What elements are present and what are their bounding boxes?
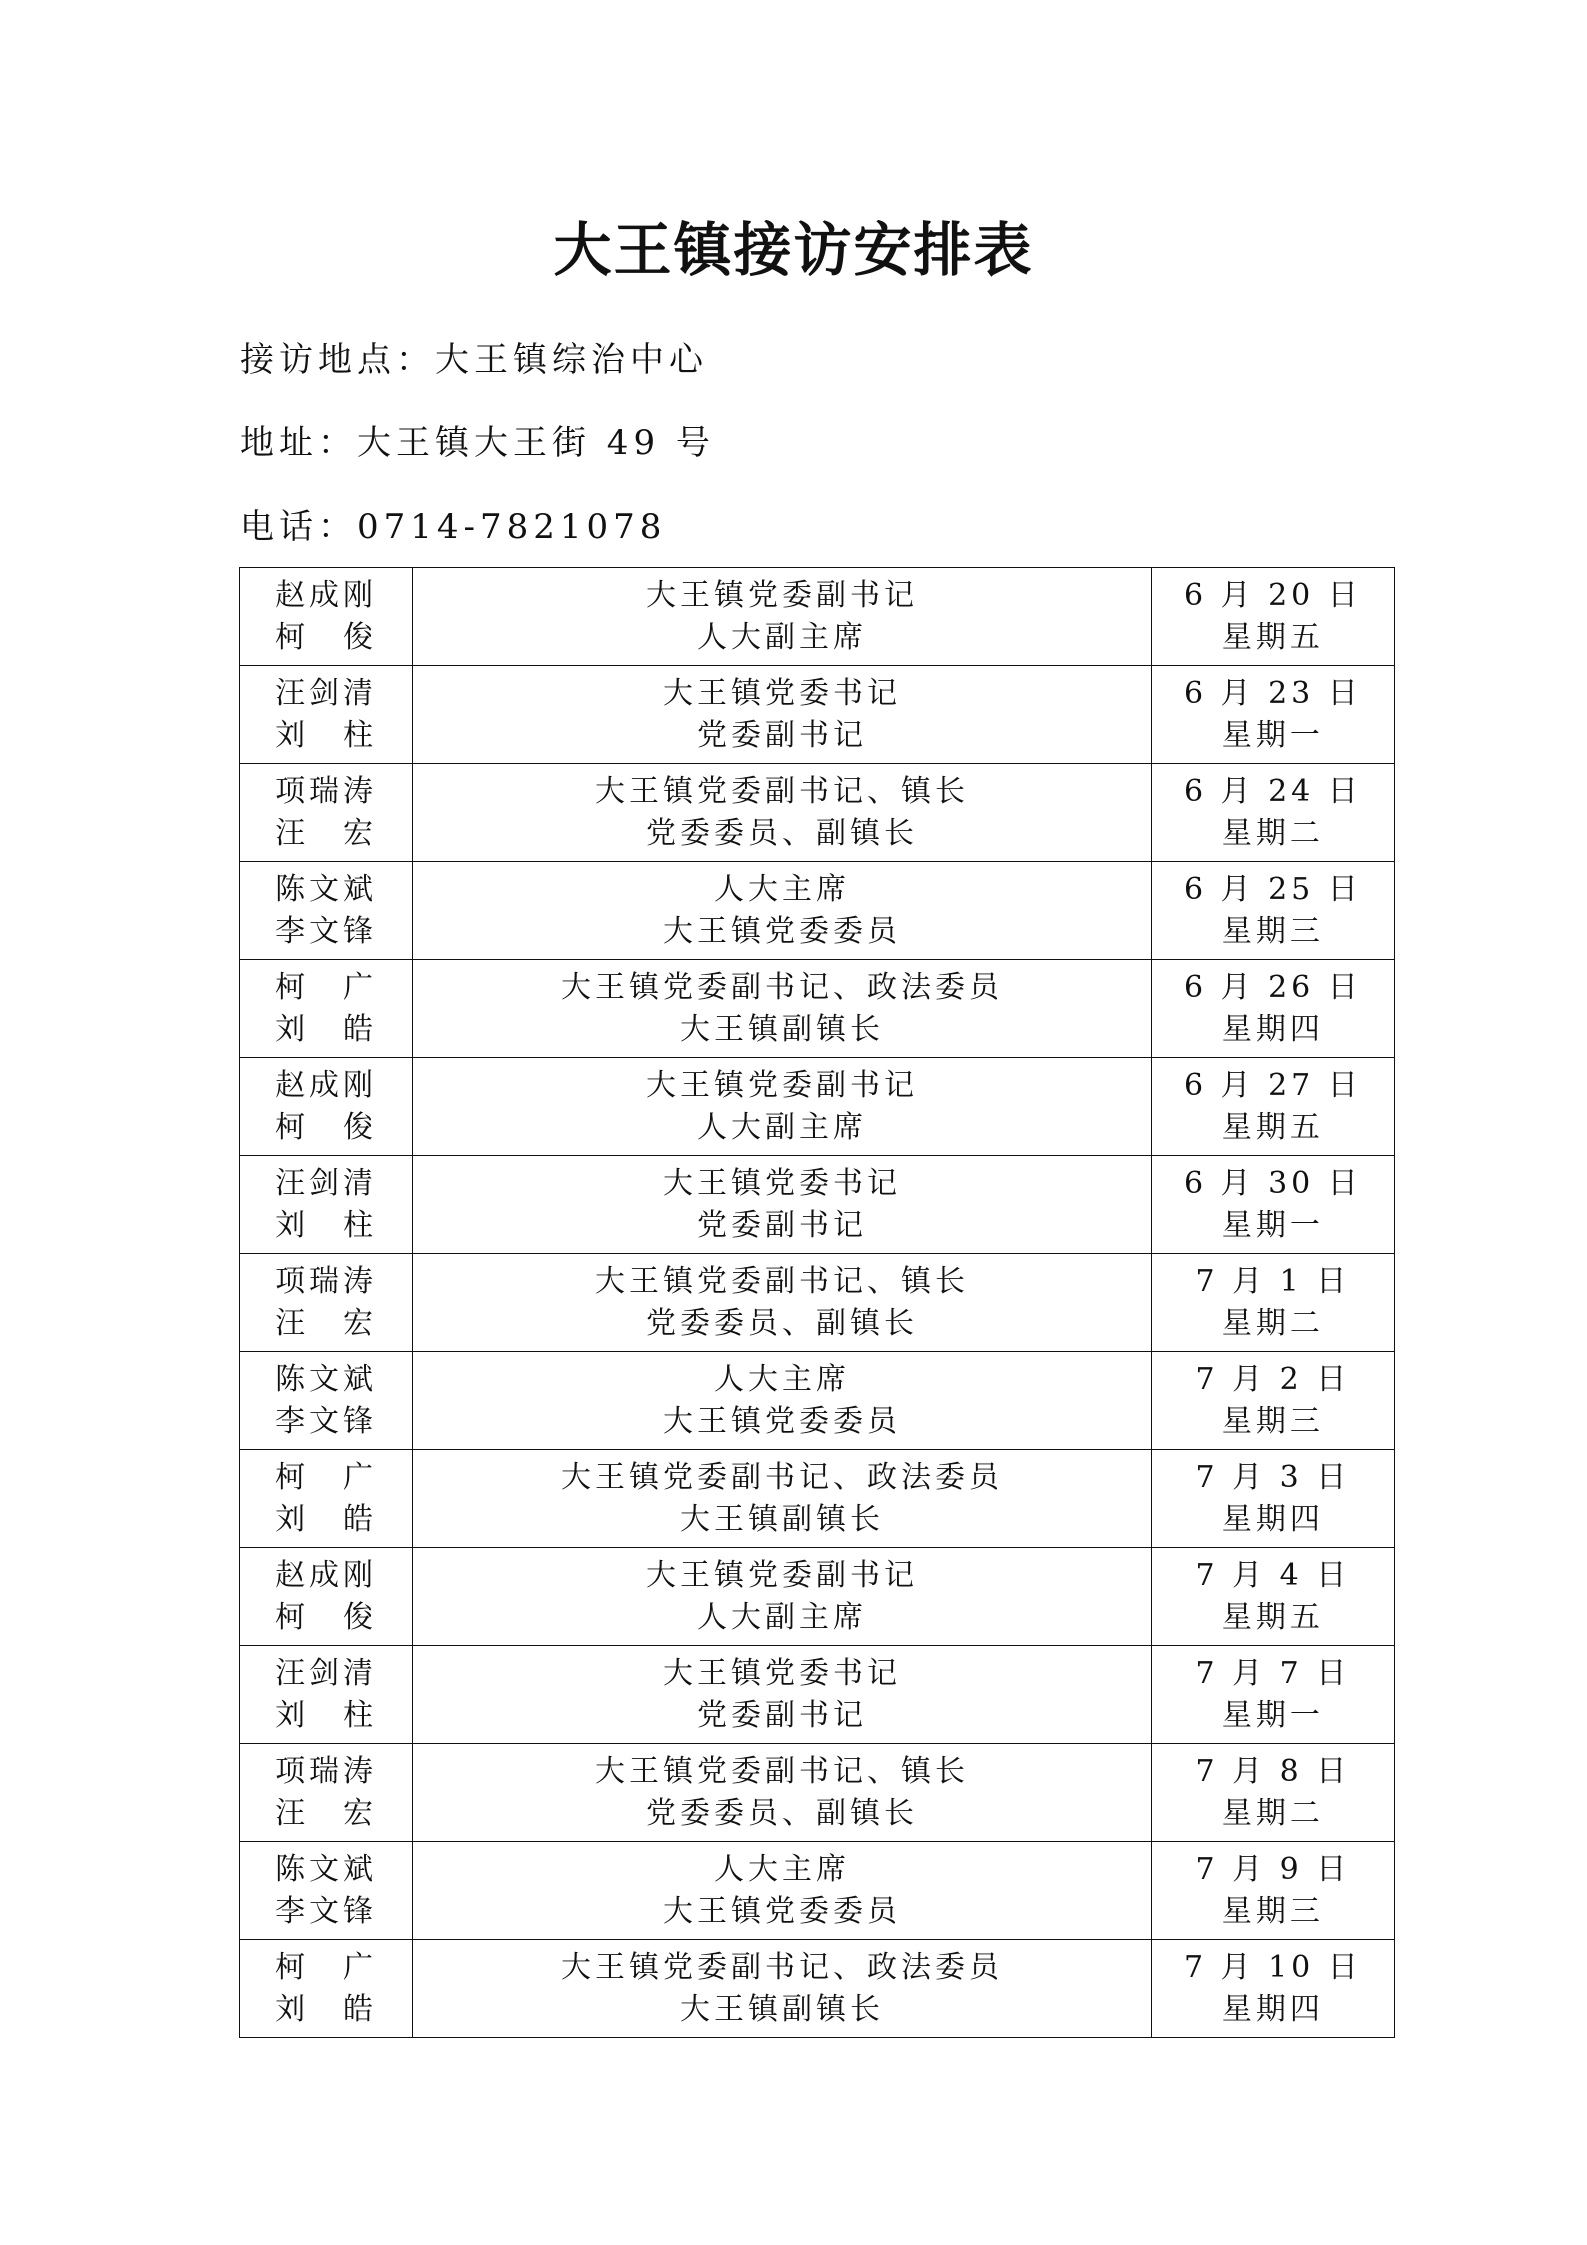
official-position: 党委委员、副镇长 [645, 1305, 918, 1341]
visit-date: 7 月 3 日 [1195, 1459, 1351, 1495]
visit-weekday: 星期五 [1221, 1599, 1324, 1635]
table-row [240, 1548, 1395, 1646]
official-position: 大王镇党委委员 [662, 1893, 901, 1929]
officials-cell [240, 1450, 413, 1548]
official-name: 汪剑清 [275, 1165, 378, 1201]
table-row [240, 862, 1395, 960]
date-cell [1151, 764, 1394, 862]
table-row [240, 1058, 1395, 1156]
officials-cell [240, 1842, 413, 1940]
official-name: 柯 广 [275, 1459, 378, 1495]
official-name: 刘 柱 [275, 1697, 378, 1733]
address: 地址：大王镇大王街 49 号 [240, 423, 715, 463]
date-cell [1151, 1940, 1394, 2038]
official-position: 大王镇党委副书记、镇长 [594, 1263, 969, 1299]
date-cell [1151, 862, 1394, 960]
official-name: 李文锋 [275, 1893, 378, 1929]
date-cell [1151, 1156, 1394, 1254]
date-cell [1151, 1646, 1394, 1744]
official-name: 刘 柱 [275, 717, 378, 753]
date-cell [1151, 1548, 1394, 1646]
official-position: 人大主席 [713, 1361, 850, 1397]
visit-date: 7 月 9 日 [1195, 1851, 1351, 1887]
official-name: 赵成刚 [275, 577, 378, 613]
positions-cell [413, 1548, 1152, 1646]
visit-date: 6 月 25 日 [1183, 871, 1362, 907]
date-cell [1151, 568, 1394, 666]
visit-weekday: 星期一 [1221, 1207, 1324, 1243]
visit-weekday: 星期二 [1221, 1795, 1324, 1831]
positions-cell [413, 1744, 1152, 1842]
official-name: 汪剑清 [275, 675, 378, 711]
officials-cell [240, 666, 413, 764]
official-position: 大王镇党委委员 [662, 1403, 901, 1439]
positions-cell [413, 1058, 1152, 1156]
official-position: 大王镇副镇长 [679, 1501, 884, 1537]
visit-date: 7 月 10 日 [1183, 1949, 1362, 1985]
official-name: 柯 俊 [275, 1599, 378, 1635]
officials-cell [240, 1156, 413, 1254]
official-position: 党委副书记 [696, 1207, 867, 1243]
positions-cell [413, 666, 1152, 764]
table-row [240, 1744, 1395, 1842]
official-position: 人大副主席 [696, 619, 867, 655]
official-position: 大王镇副镇长 [679, 1991, 884, 2027]
positions-cell [413, 1450, 1152, 1548]
official-name: 刘 皓 [275, 1011, 378, 1047]
visit-date: 6 月 23 日 [1183, 675, 1362, 711]
official-position: 大王镇党委书记 [662, 1165, 901, 1201]
official-position: 大王镇党委副书记、镇长 [594, 1753, 969, 1789]
visit-weekday: 星期五 [1221, 619, 1324, 655]
official-position: 人大主席 [713, 871, 850, 907]
visit-location: 接访地点：大王镇综治中心 [240, 340, 708, 380]
table-row [240, 764, 1395, 862]
official-name: 刘 皓 [275, 1501, 378, 1537]
date-cell [1151, 666, 1394, 764]
visit-weekday: 星期三 [1221, 1403, 1324, 1439]
officials-cell [240, 1352, 413, 1450]
page-title: 大王镇接访安排表 [553, 216, 1034, 284]
table-row [240, 1842, 1395, 1940]
date-cell [1151, 1352, 1394, 1450]
table-row [240, 1254, 1395, 1352]
official-position: 大王镇副镇长 [679, 1011, 884, 1047]
visit-weekday: 星期三 [1221, 913, 1324, 949]
visit-weekday: 星期四 [1221, 1011, 1324, 1047]
official-name: 陈文斌 [275, 871, 378, 907]
officials-cell [240, 1744, 413, 1842]
visit-weekday: 星期一 [1221, 1697, 1324, 1733]
official-position: 大王镇党委副书记、政法委员 [560, 1459, 1003, 1495]
table-row [240, 568, 1395, 666]
official-name: 柯 广 [275, 969, 378, 1005]
visit-date: 7 月 7 日 [1195, 1655, 1351, 1691]
officials-cell [240, 862, 413, 960]
official-position: 党委副书记 [696, 717, 867, 753]
table-row [240, 1940, 1395, 2038]
positions-cell [413, 764, 1152, 862]
table-row [240, 1156, 1395, 1254]
officials-cell [240, 1254, 413, 1352]
official-name: 汪剑清 [275, 1655, 378, 1691]
official-name: 汪 宏 [275, 1795, 378, 1831]
table-row [240, 1646, 1395, 1744]
officials-cell [240, 568, 413, 666]
visit-date: 6 月 27 日 [1183, 1067, 1362, 1103]
positions-cell [413, 1940, 1152, 2038]
date-cell [1151, 1450, 1394, 1548]
date-cell [1151, 1744, 1394, 1842]
official-position: 大王镇党委副书记 [645, 1067, 918, 1103]
official-name: 陈文斌 [275, 1361, 378, 1397]
table-row [240, 666, 1395, 764]
official-position: 党委委员、副镇长 [645, 1795, 918, 1831]
positions-cell [413, 1254, 1152, 1352]
visit-date: 7 月 2 日 [1195, 1361, 1351, 1397]
table-row [240, 1352, 1395, 1450]
official-position: 人大副主席 [696, 1109, 867, 1145]
visit-weekday: 星期四 [1221, 1501, 1324, 1537]
date-cell [1151, 1058, 1394, 1156]
official-position: 大王镇党委副书记、镇长 [594, 773, 969, 809]
date-cell [1151, 1254, 1394, 1352]
official-position: 大王镇党委委员 [662, 913, 901, 949]
positions-cell [413, 862, 1152, 960]
official-name: 赵成刚 [275, 1557, 378, 1593]
officials-cell [240, 1058, 413, 1156]
official-position: 党委副书记 [696, 1697, 867, 1733]
official-name: 柯 俊 [275, 619, 378, 655]
officials-cell [240, 1940, 413, 2038]
visit-weekday: 星期三 [1221, 1893, 1324, 1929]
official-position: 大王镇党委副书记 [645, 577, 918, 613]
officials-cell [240, 764, 413, 862]
officials-cell [240, 1646, 413, 1744]
visit-date: 7 月 8 日 [1195, 1753, 1351, 1789]
visit-weekday: 星期二 [1221, 815, 1324, 851]
official-position: 大王镇党委书记 [662, 1655, 901, 1691]
visit-date: 6 月 20 日 [1183, 577, 1362, 613]
date-cell [1151, 960, 1394, 1058]
official-name: 李文锋 [275, 1403, 378, 1439]
positions-cell [413, 568, 1152, 666]
official-name: 汪 宏 [275, 1305, 378, 1341]
official-name: 刘 柱 [275, 1207, 378, 1243]
official-position: 大王镇党委副书记、政法委员 [560, 969, 1003, 1005]
visit-date: 6 月 30 日 [1183, 1165, 1362, 1201]
official-name: 项瑞涛 [275, 1263, 378, 1299]
visit-date: 7 月 4 日 [1195, 1557, 1351, 1593]
table-row [240, 1450, 1395, 1548]
official-name: 李文锋 [275, 913, 378, 949]
official-name: 汪 宏 [275, 815, 378, 851]
officials-cell [240, 1548, 413, 1646]
positions-cell [413, 1156, 1152, 1254]
official-name: 柯 广 [275, 1949, 378, 1985]
visit-weekday: 星期五 [1221, 1109, 1324, 1145]
positions-cell [413, 1646, 1152, 1744]
official-name: 刘 皓 [275, 1991, 378, 2027]
official-name: 赵成刚 [275, 1067, 378, 1103]
visit-weekday: 星期四 [1221, 1991, 1324, 2027]
official-name: 陈文斌 [275, 1851, 378, 1887]
official-position: 人大主席 [713, 1851, 850, 1887]
visit-weekday: 星期一 [1221, 717, 1324, 753]
schedule-body [240, 568, 1395, 2038]
official-position: 大王镇党委副书记、政法委员 [560, 1949, 1003, 1985]
official-position: 大王镇党委书记 [662, 675, 901, 711]
date-cell [1151, 1842, 1394, 1940]
visit-date: 6 月 26 日 [1183, 969, 1362, 1005]
table-row [240, 960, 1395, 1058]
visit-date: 7 月 1 日 [1195, 1263, 1351, 1299]
schedule-table [239, 567, 1395, 2038]
officials-cell [240, 960, 413, 1058]
official-name: 柯 俊 [275, 1109, 378, 1145]
official-position: 人大副主席 [696, 1599, 867, 1635]
official-position: 党委委员、副镇长 [645, 815, 918, 851]
positions-cell [413, 960, 1152, 1058]
visit-date: 6 月 24 日 [1183, 773, 1362, 809]
phone-number: 电话：0714-7821078 [240, 507, 667, 547]
visit-weekday: 星期二 [1221, 1305, 1324, 1341]
positions-cell [413, 1352, 1152, 1450]
positions-cell [413, 1842, 1152, 1940]
official-position: 大王镇党委副书记 [645, 1557, 918, 1593]
official-name: 项瑞涛 [275, 1753, 378, 1789]
official-name: 项瑞涛 [275, 773, 378, 809]
